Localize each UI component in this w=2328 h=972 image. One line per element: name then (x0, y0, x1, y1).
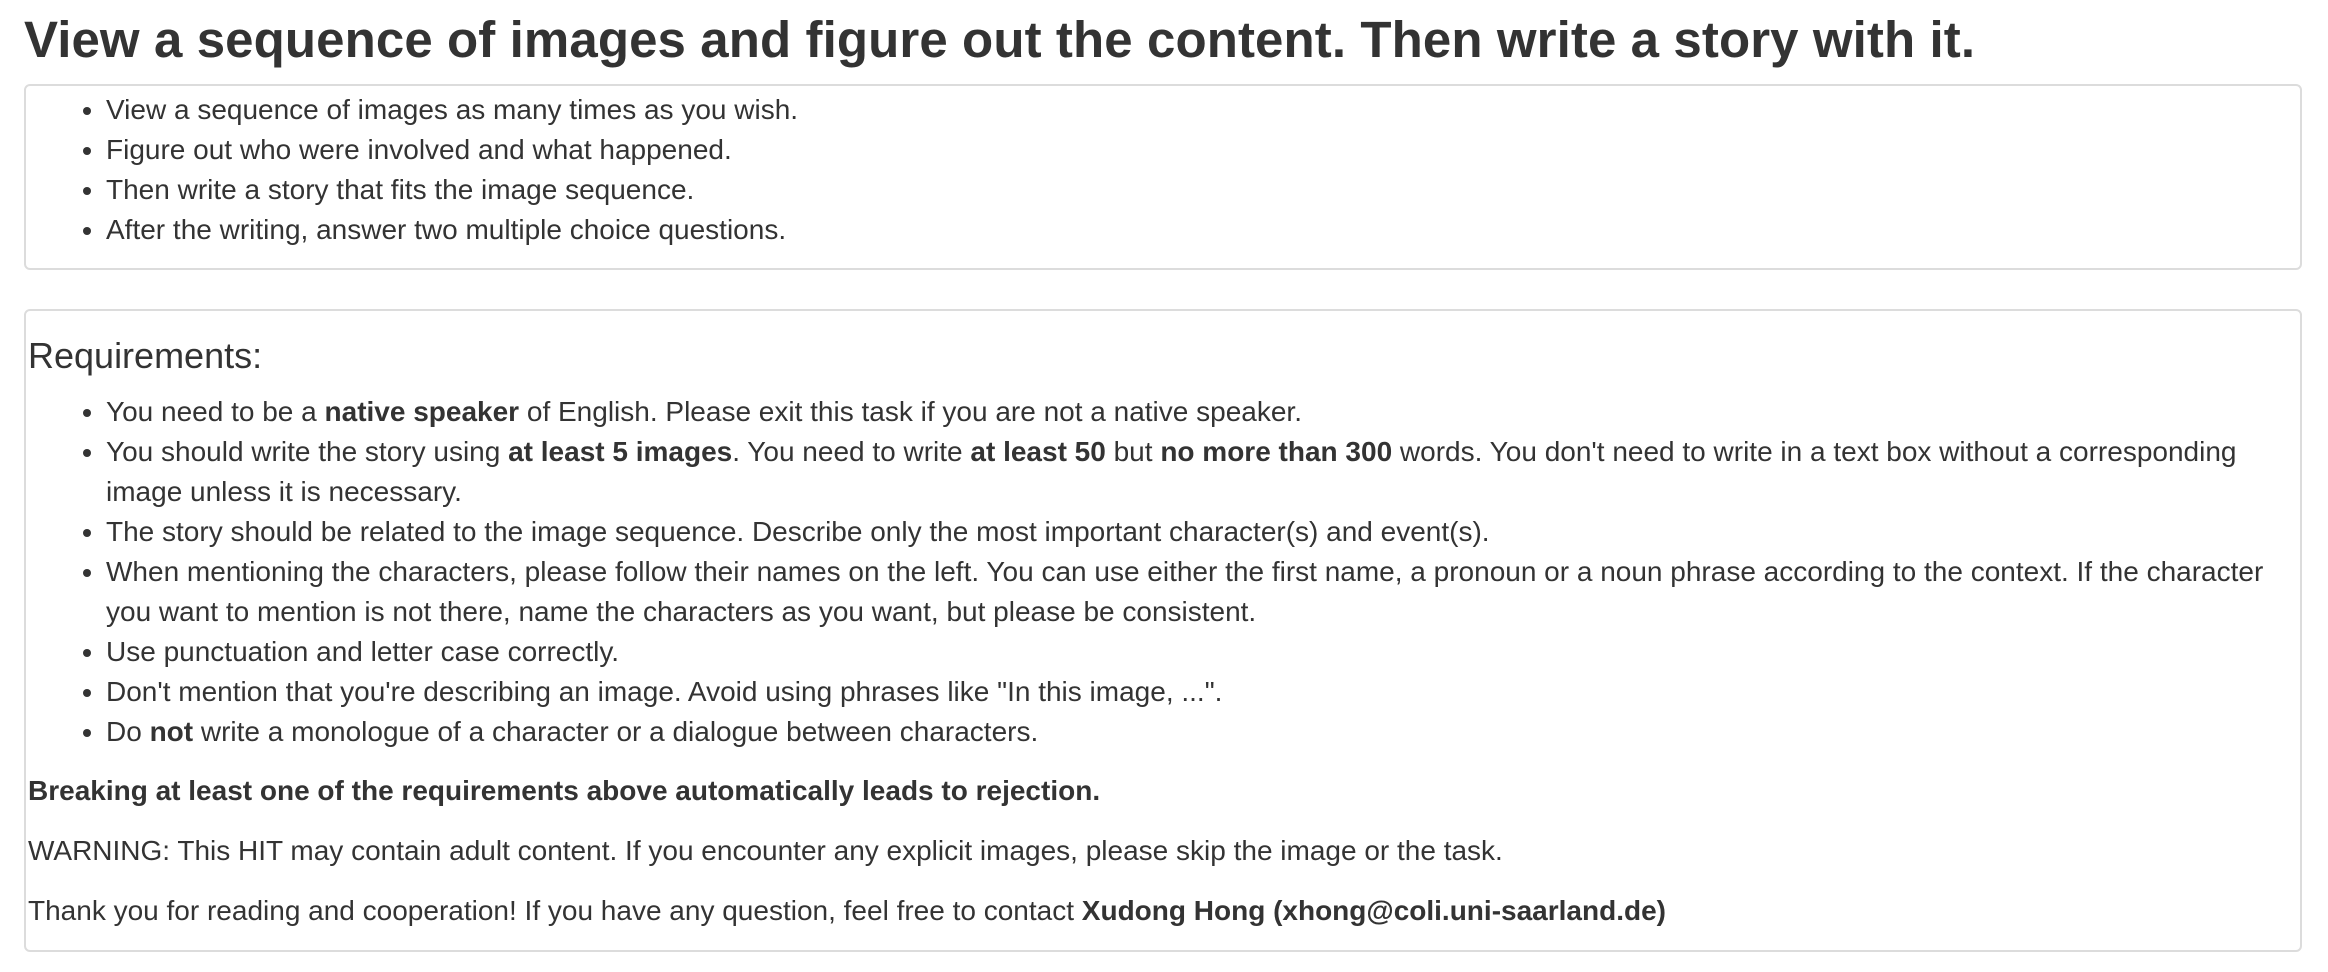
contact-info: Xudong Hong (xhong@coli.uni-saarland.de) (1081, 895, 1666, 926)
thanks-text: Thank you for reading and cooperation! If you have any question, feel free to contact (28, 895, 1082, 926)
requirement-text: You need to be a (106, 396, 325, 427)
requirement-item (106, 392, 2286, 432)
requirement-item (106, 632, 2286, 672)
requirement-text: write a monologue of a character or a dialogue between characters. (193, 716, 1039, 747)
requirement-text: The story should be related to the image sequence. Describe only the most important character(s) and event(s). (106, 516, 1490, 547)
requirements-list (26, 392, 2286, 752)
overview-item: • After the writing, answer two multiple choice questions. (106, 210, 2300, 250)
task-overview-list (26, 90, 2300, 250)
requirement-emphasis: no more than 300 (1160, 436, 1393, 467)
task-overview-panel (24, 84, 2302, 270)
requirement-text: words. You don't need to write in a text box without a corresponding image unless it is necessary. (106, 436, 2237, 507)
requirement-item (106, 432, 2286, 512)
overview-item: • Figure out who were involved and what happened. (106, 130, 2300, 170)
requirement-emphasis: native speaker (324, 396, 520, 427)
requirement-item (106, 552, 2286, 632)
requirement-text: Do (106, 716, 150, 747)
requirement-item (106, 712, 2286, 752)
adult-content-warning: WARNING: This HIT may contain adult content. If you encounter any explicit images, please skip the image or the task. (28, 835, 1503, 866)
requirement-text: but (1105, 436, 1161, 467)
requirement-text: You should write the story using (106, 436, 509, 467)
requirement-item (106, 512, 2286, 552)
requirement-text: When mentioning the characters, please follow their names on the left. You can use either the first name, a pronoun or a noun phrase according to the context. If the character you want to mention is not there, name the characters as you want, but please be consistent. (106, 556, 2264, 627)
requirement-item (106, 672, 2286, 712)
requirement-text: of English. Please exit this task if you are not a native speaker. (519, 396, 1302, 427)
rejection-notice: Breaking at least one of the requirements above automatically leads to rejection. (28, 775, 1101, 806)
requirements-heading: Requirements: (28, 335, 263, 376)
requirement-text: Don't mention that you're describing an image. Avoid using phrases like "In this image, ...". (106, 676, 1223, 707)
requirement-emphasis: at least 50 (970, 436, 1106, 467)
requirement-text: Use punctuation and letter case correctly. (106, 636, 620, 667)
thanks-note (28, 891, 1666, 931)
requirements-panel (24, 309, 2302, 952)
requirement-emphasis: not (149, 716, 194, 747)
requirement-text: . You need to write (732, 436, 971, 467)
page-title: View a sequence of images and figure out the content. Then write a story with it. (24, 11, 1976, 68)
requirement-emphasis: at least 5 images (508, 436, 733, 467)
overview-item: • View a sequence of images as many times as you wish. (106, 90, 2300, 130)
overview-item: • Then write a story that fits the image sequence. (106, 170, 2300, 210)
